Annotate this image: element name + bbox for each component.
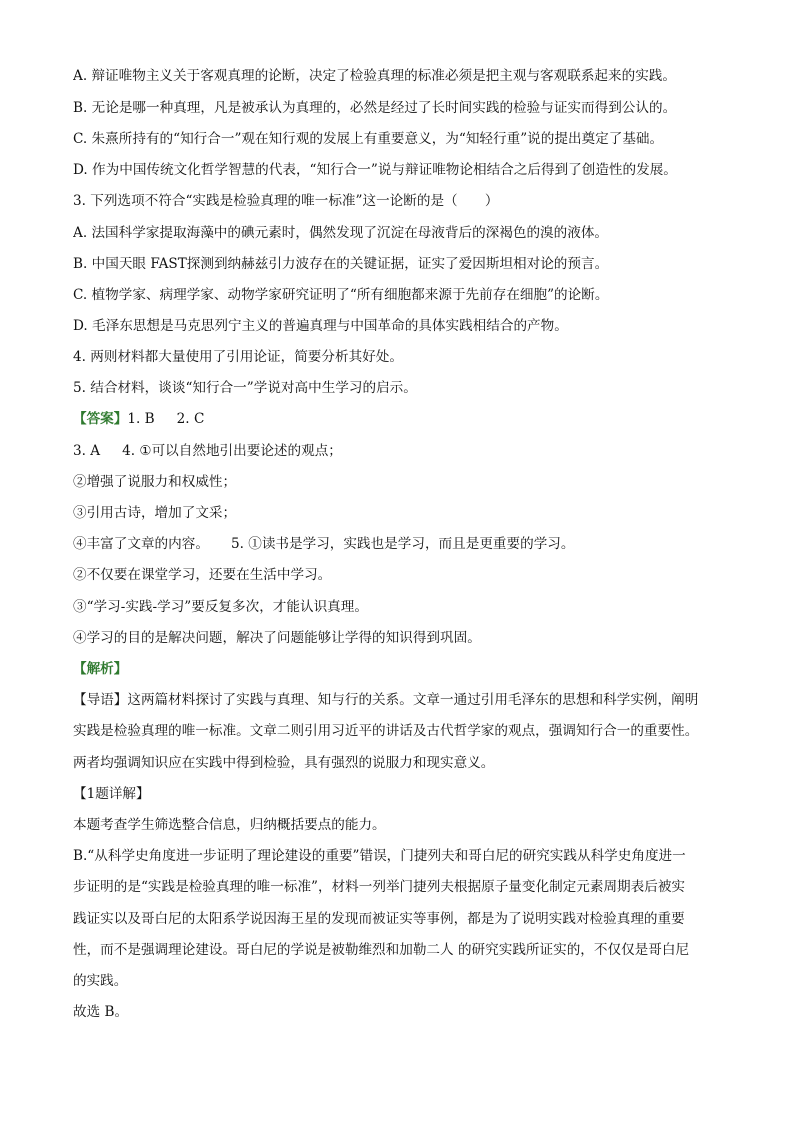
analysis-tag: 【解析】 <box>73 661 128 677</box>
answer-q5-line-2: ②不仅要在课堂学习，还要在生活中学习。 <box>73 567 332 583</box>
answer-q4-line-3: ③引用古诗，增加了文采； <box>73 505 237 521</box>
guide-line-2: 实践是检验真理的唯一标准。文章二则引用习近平的讲话及古代哲学家的观点，强调知行合一的重要性。 <box>73 723 699 739</box>
question-5: 5. 结合材料，谈谈“知行合一”学说对高中生学习的启示。 <box>73 380 417 396</box>
answer-q1: 1. B <box>127 411 155 427</box>
option-3d: D. 毛泽东思想是马克思列宁主义的普遍真理与中国革命的具体实践相结合的产物。 <box>73 318 568 334</box>
detail-1-line-1: 本题考查学生筛选整合信息，归纳概括要点的能力。 <box>73 817 386 833</box>
answer-q3: 3. A <box>73 443 101 459</box>
option-2c: C. 朱熹所持有的“知行合一”观在知行观的发展上有重要意义，为“知轻行重”说的提出奠定了基础。 <box>73 131 664 147</box>
question-3-stem: 3. 下列选项不符合“实践是检验真理的唯一标准”这一论断的是（ ） <box>73 193 499 209</box>
analysis-tag-line <box>73 659 723 679</box>
answer-line-5 <box>73 534 723 554</box>
answer-q5-line-4: ④学习的目的是解决问题，解决了问题能够让学得的知识得到巩固。 <box>73 630 481 646</box>
detail-1-line-4: 践证实以及哥白尼的太阳系学说因海王星的发现而被证实等事例，都是为了说明实践对检验真理的重要 <box>73 911 685 927</box>
guide-line-3: 两者均强调知识应在实践中得到检验，具有强烈的说服力和现实意义。 <box>73 755 495 771</box>
detail-1-line-5: 性，而不是强调理论建设。哥白尼的学说是被勒维烈和加勒二人 的研究实践所证实的，不仅仅是哥白尼 <box>73 942 690 958</box>
detail-1-tag: 【1题详解】 <box>73 786 150 802</box>
answer-q2: 2. C <box>176 411 205 427</box>
detail-1-line-6: 的实践。 <box>73 973 128 989</box>
answer-q5-first: 5. ①读书是学习，实践也是学习，而且是更重要的学习。 <box>230 536 575 552</box>
option-2d: D. 作为中国传统文化哲学智慧的代表，“知行合一”说与辩证唯物论相结合之后得到了创造性的发展。 <box>73 162 677 178</box>
answer-tag: 【答案】 <box>73 411 128 427</box>
option-2b: B. 无论是哪一种真理，凡是被承认为真理的，必然是经过了长时间实践的检验与证实而得到公认的。 <box>73 100 677 116</box>
option-3b: B. 中国天眼 FAST探测到纳赫兹引力波存在的关键证据，证实了爱因斯坦相对论的预言。 <box>73 256 609 272</box>
guide-tag: 【导语】 <box>73 692 128 708</box>
answer-q4-first: 4. ①可以自然地引出要论述的观点； <box>122 443 342 459</box>
answer-q5-line-3: ③“学习-实践-学习”要反复多次，才能认识真理。 <box>73 599 368 615</box>
option-3a: A. 法国科学家提取海藻中的碘元素时，偶然发现了沉淀在母液背后的深褐色的溴的液体。 <box>73 225 609 241</box>
detail-1-line-7: 故选 B。 <box>73 1004 129 1020</box>
answer-q4-line-2: ②增强了说服力和权威性； <box>73 474 237 490</box>
answer-q4-last: ④丰富了文章的内容。 <box>73 536 209 552</box>
guide-text-1: 这两篇材料探讨了实践与真理、知与行的关系。文章一通过引用毛泽东的思想和科学实例，阐明 <box>127 692 699 708</box>
guide-line-1 <box>73 690 723 710</box>
detail-1-line-3: 步证明的是“实践是检验真理的唯一标准”，材料一列举门捷列夫根据原子量变化制定元素周期表后被实 <box>73 879 686 895</box>
option-2a: A. 辩证唯物主义关于客观真理的论断，决定了检验真理的标准必须是把主观与客观联系起来的实践。 <box>73 68 676 84</box>
option-3c: C. 植物学家、病理学家、动物学家研究证明了“所有细胞都来源于先前存在细胞”的论断。 <box>73 287 609 303</box>
detail-1-line-2: B.“从科学史角度进一步证明了理论建设的重要”错误，门捷列夫和哥白尼的研究实践从科学史角度进一 <box>73 848 686 864</box>
answer-line-2 <box>73 441 723 461</box>
question-4: 4. 两则材料都大量使用了引用论证，简要分析其好处。 <box>73 349 403 365</box>
answer-line <box>73 409 723 429</box>
